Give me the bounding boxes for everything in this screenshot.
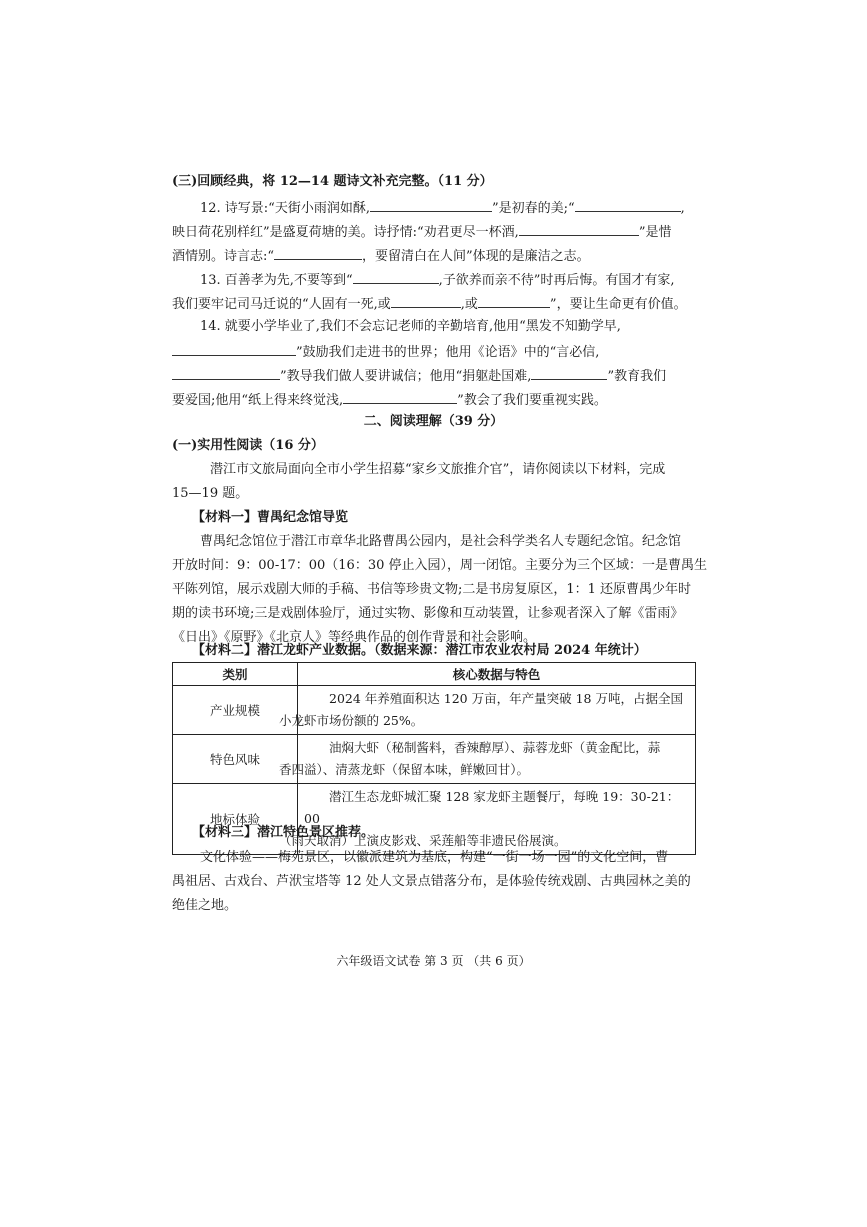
page-footer: 六年级语文试卷 第 3 页 （共 6 页）	[336, 954, 531, 968]
table-row	[173, 735, 696, 784]
answer-blank[interactable]	[343, 389, 457, 404]
cell-text: 2024 年养殖面积达 120 万亩，年产量突破 18 万吨，占据全国	[329, 691, 683, 706]
cell-text: 潜江生态龙虾城汇聚 128 家龙虾主题餐厅，每晚 19：30-21：00	[304, 789, 680, 826]
question-13-line-1	[200, 269, 675, 291]
material-1-line: 《日出》《原野》《北京人》等经典作品的创作背景和社会影响。	[172, 630, 537, 645]
q14-text: ”教会了我们要重视实践。	[457, 393, 607, 408]
q12-text: 酒情别。诗言志:“	[172, 249, 275, 264]
table-row	[173, 686, 696, 735]
answer-blank[interactable]	[172, 341, 296, 356]
q13-text: ,子欲养而亲不待”时再后悔。有国才有家,	[438, 273, 675, 288]
answer-blank[interactable]	[575, 197, 681, 212]
question-14-line-4	[172, 389, 607, 411]
q14-text: ”教育我们	[607, 369, 667, 384]
table-row	[173, 784, 696, 855]
answer-blank[interactable]	[353, 269, 439, 284]
material-1-line: 平陈列馆，展示戏剧大师的手稿、书信等珍贵文物;二是书房复原区，1：1 还原曹禺少年时	[172, 582, 692, 597]
q13-text: ,或	[460, 297, 478, 312]
intro-line-2: 15—19 题。	[172, 486, 249, 501]
material-3-line: 文化体验——梅苑景区，以徽派建筑为基底，构建“一街一场一园”的文化空间，曹	[200, 850, 669, 865]
table-cell-data	[279, 686, 696, 735]
q14-text: ”鼓励我们走进书的世界；他用《论语》中的“言必信,	[296, 345, 600, 360]
q14-text: ”教导我们做人要讲诚信；他用“捐躯赴国难,	[280, 369, 532, 384]
q13-text: 13. 百善孝为先,不要等到“	[200, 273, 353, 288]
q12-text: 映日荷花别样红”是盛夏荷塘的美。诗抒情:“劝君更尽一杯酒,	[172, 225, 519, 240]
material-3-line: 绝佳之地。	[172, 898, 238, 913]
section-heading: (三)回顾经典，将 12—14 题诗文补充完整。（11 分）	[172, 174, 493, 189]
material-2-title: 【材料二】潜江龙虾产业数据。（数据来源：潜江市农业农村局 2024 年统计）	[192, 643, 647, 658]
answer-blank[interactable]	[531, 365, 607, 380]
material-3-line: 禺祖居、古戏台、芦洑宝塔等 12 处人文景点错落分布，是体验传统戏剧、古典园林之美的	[172, 874, 691, 889]
answer-blank[interactable]	[370, 197, 492, 212]
subsection-heading: (一)实用性阅读（16 分）	[172, 438, 324, 453]
question-14-line-3	[172, 365, 666, 387]
answer-blank[interactable]	[478, 293, 550, 308]
material-1-line: 曹禺纪念馆位于潜江市章华北路曹禺公园内，是社会科学类名人专题纪念馆。纪念馆	[200, 534, 682, 549]
intro-line-1: 潜江市文旅局面向全市小学生招募“家乡文旅推介官”，请你阅读以下材料，完成	[210, 462, 666, 477]
q12-text: ”是初春的美;“	[491, 201, 575, 216]
table-header-data: 核心数据与特色	[298, 663, 696, 686]
q14-text: 要爱国;他用“纸上得来终觉浅,	[172, 393, 344, 408]
question-12-line-3	[172, 245, 590, 267]
cell-text: 油焖大虾（秘制酱料，香辣醇厚）、蒜蓉龙虾（黄金配比，蒜	[329, 740, 661, 755]
answer-blank[interactable]	[172, 365, 280, 380]
material-1-line: 开放时间：9：00-17：00（16：30 停止入园），周一闭馆。主要分为三个区域：一是曹禺生	[172, 558, 708, 573]
q13-text: ”，要让生命更有价值。	[549, 297, 687, 312]
question-12-line-1	[200, 197, 685, 219]
answer-blank[interactable]	[274, 245, 362, 260]
q12-text: ”是惜	[638, 225, 672, 240]
question-14-line-2	[172, 341, 599, 363]
q13-text: 我们要牢记司马迁说的“人固有一死,或	[172, 297, 391, 312]
q12-text: ,	[680, 201, 685, 216]
table-header-row	[173, 663, 696, 686]
q12-text: 12. 诗写景:“天街小雨润如酥,	[200, 201, 370, 216]
cell-text: （雨天取消）上演皮影戏、采莲船等非遗民俗展演。	[279, 833, 567, 848]
question-12-line-2	[172, 221, 671, 243]
cell-text: 小龙虾市场份额的 25%。	[279, 713, 424, 728]
material-1-title: 【材料一】曹禺纪念馆导览	[192, 510, 349, 525]
table-cell-category: 产业规模	[173, 686, 298, 735]
table-cell-data	[279, 735, 696, 784]
part-title: 二、阅读理解（39 分）	[363, 414, 504, 429]
q12-text: ，要留清白在人间”体现的是廉洁之志。	[362, 249, 590, 264]
material-1-line: 期的读书环境;三是戏剧体验厅，通过实物、影像和互动装置，让参观者深入了解《雷雨》	[172, 606, 684, 621]
answer-blank[interactable]	[519, 221, 639, 236]
question-14-line-1: 14. 就要小学毕业了,我们不会忘记老师的辛勤培育,他用“黑发不知勤学早,	[200, 319, 621, 334]
cell-text: 香四溢）、清蒸龙虾（保留本味，鲜嫩回甘）。	[279, 762, 530, 777]
question-13-line-2	[172, 293, 687, 315]
answer-blank[interactable]	[391, 293, 461, 308]
material-3-title: 【材料三】潜江特色景区推荐。	[192, 825, 375, 840]
table-cell-category: 特色风味	[173, 735, 298, 784]
table-cell-category: 地标体验	[173, 784, 298, 855]
table-header-category: 类别	[173, 663, 298, 686]
